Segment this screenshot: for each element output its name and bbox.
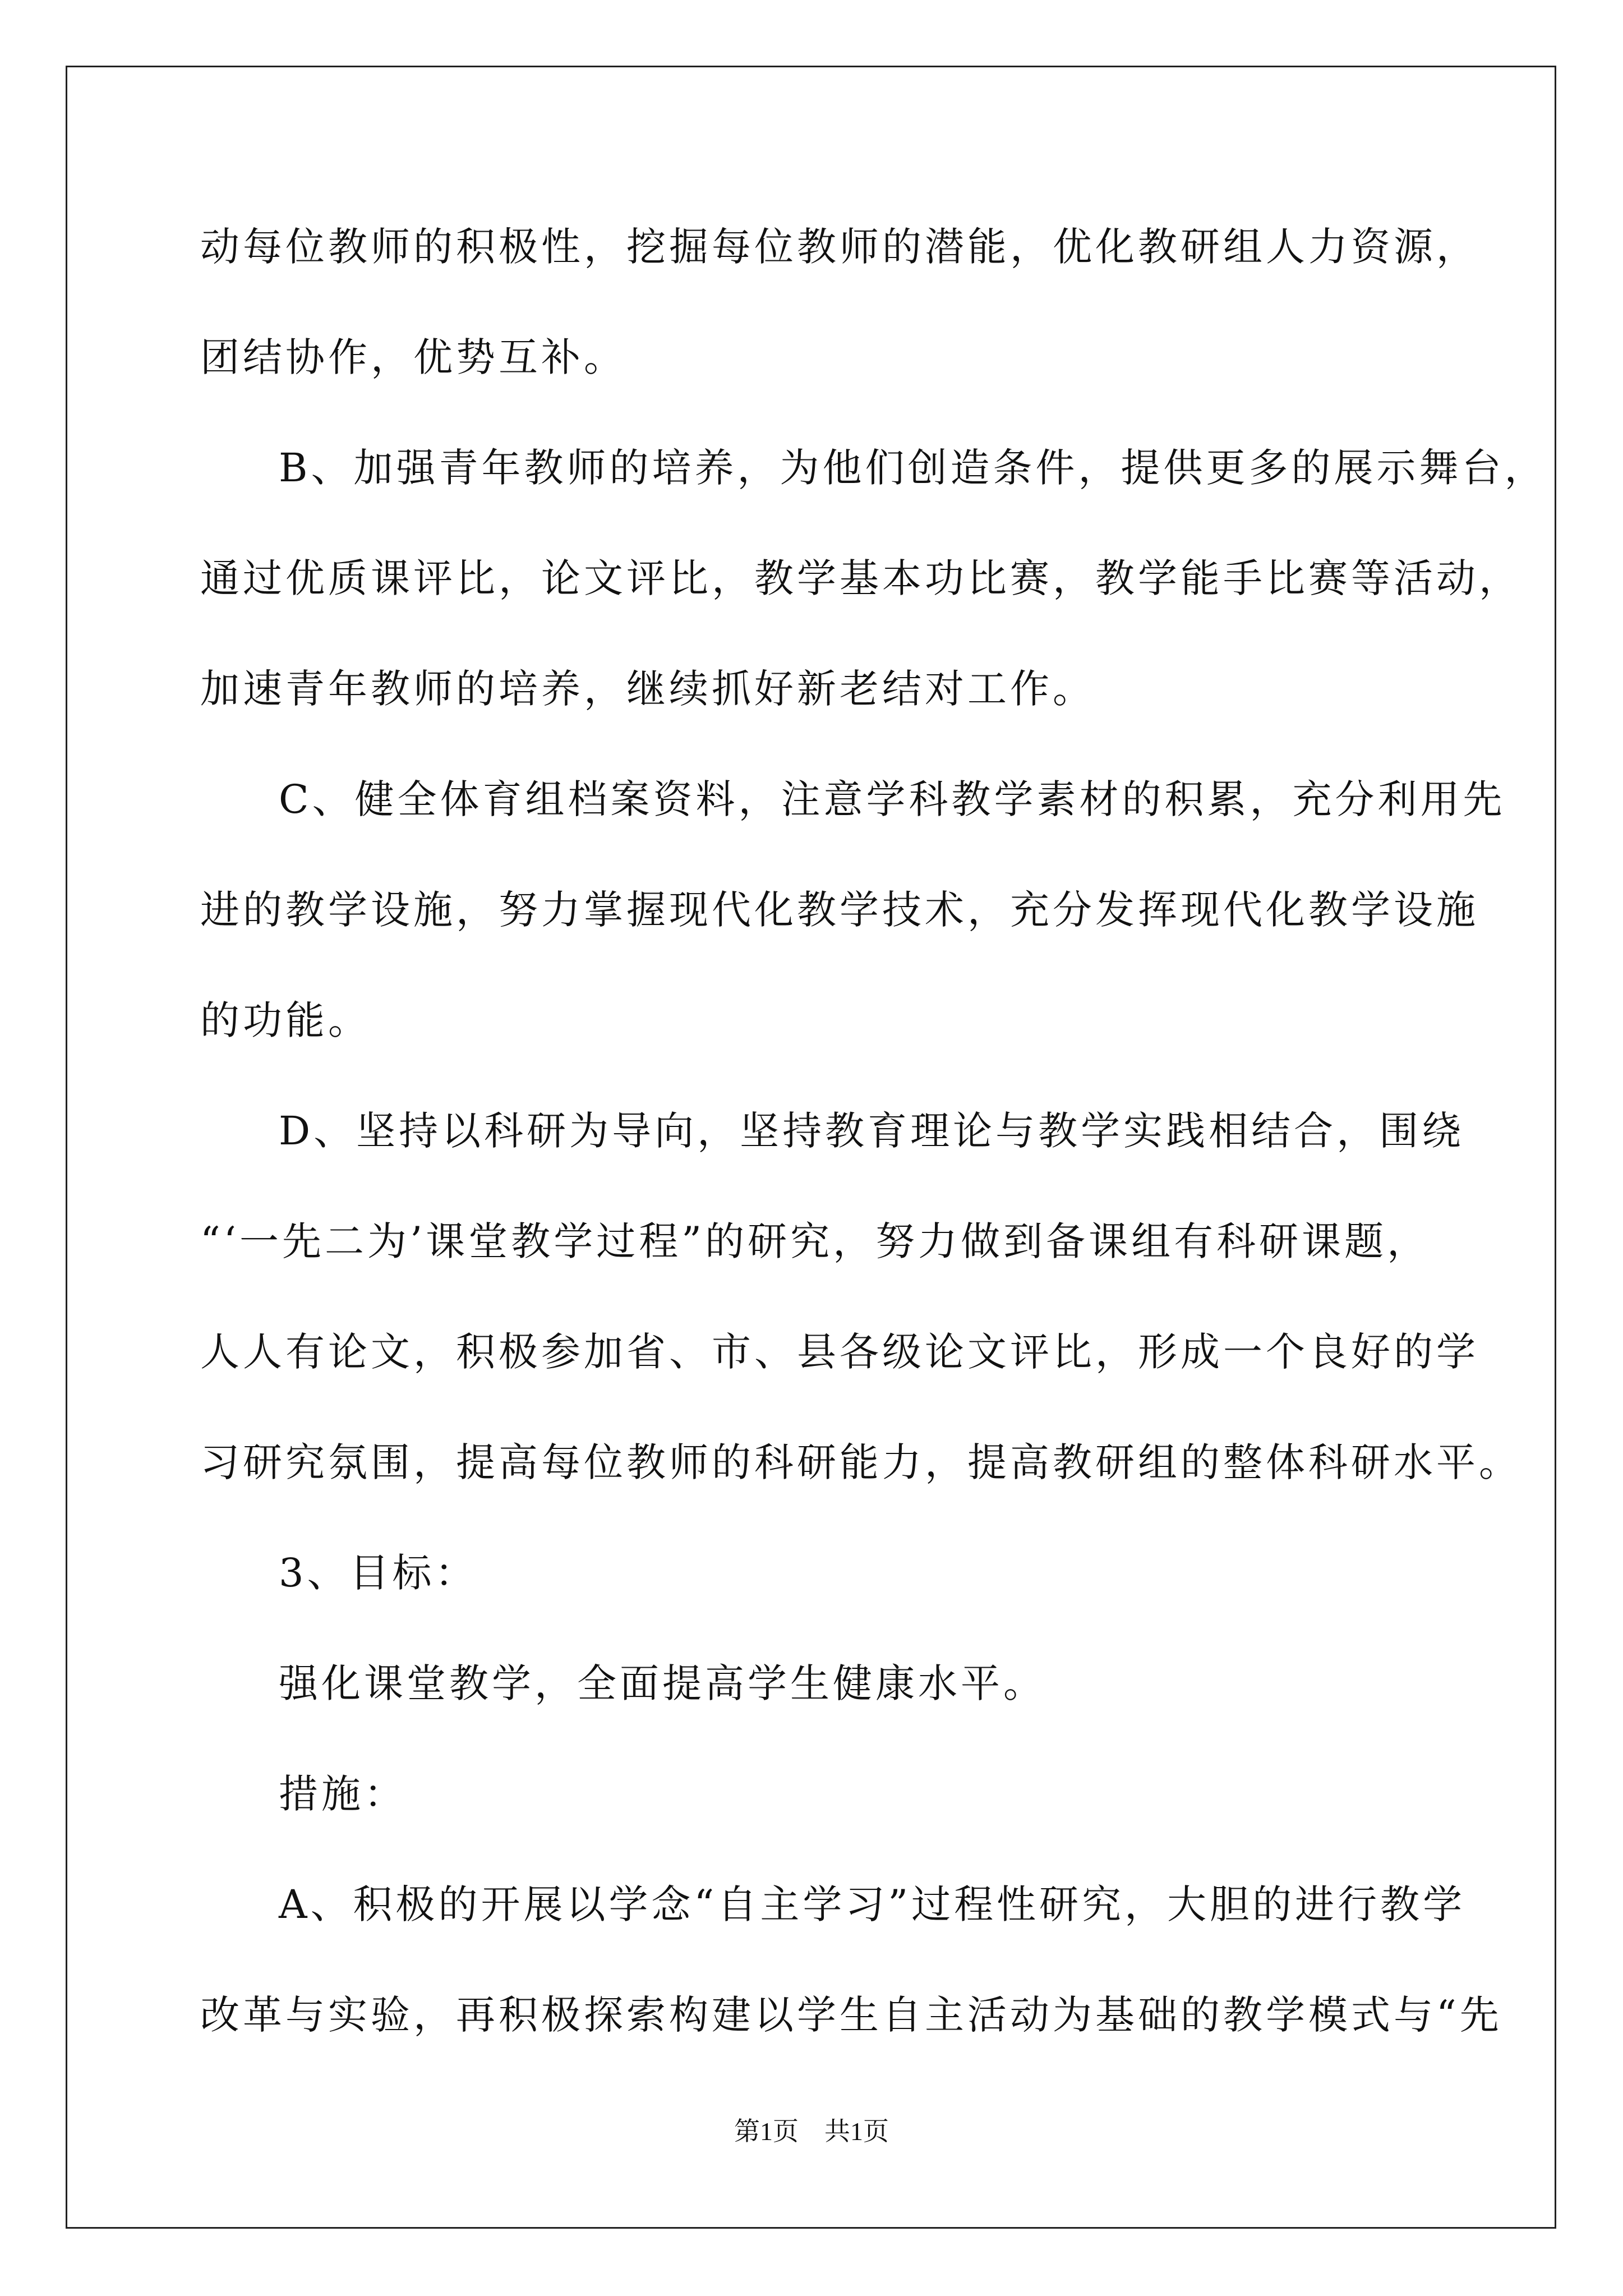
body-line-3: B、加强青年教师的培养，为他们创造条件，提供更多的展示舞台，	[279, 445, 1547, 491]
body-line-9: D、坚持以科研为导向，坚持教育理论与教学实践相结合，围绕	[279, 1108, 1465, 1154]
page-number-footer: 第1页 共1页	[734, 2117, 889, 2146]
body-line-14: 强化课堂教学，全面提高学生健康水平。	[279, 1660, 1046, 1706]
body-line-2: 团结协作，优势互补。	[200, 334, 626, 380]
body-line-5: 加速青年教师的培养，继续抓好新老结对工作。	[200, 666, 1095, 712]
body-line-8: 的功能。	[200, 997, 371, 1043]
body-line-10: “‘一先二为’课堂教学过程”的研究，努力做到备课组有科研课题，	[200, 1218, 1430, 1264]
body-line-12: 习研究氛围，提高每位教师的科研能力，提高教研组的整体科研水平。	[200, 1439, 1521, 1485]
body-line-1: 动每位教师的积极性，挖掘每位教师的潜能，优化教研组人力资源，	[200, 224, 1479, 270]
body-line-16: A、积极的开展以学念“自主学习”过程性研究，大胆的进行教学	[279, 1881, 1466, 1927]
body-line-7: 进的教学设施，努力掌握现代化教学技术，充分发挥现代化教学设施	[200, 887, 1479, 933]
body-line-11: 人人有论文，积极参加省、市、县各级论文评比，形成一个良好的学	[200, 1329, 1479, 1375]
body-line-17: 改革与实验，再积极探索构建以学生自主活动为基础的教学模式与“先	[200, 1992, 1502, 2038]
body-line-4: 通过优质课评比，论文评比，教学基本功比赛，教学能手比赛等活动，	[200, 555, 1521, 601]
body-line-6: C、健全体育组档案资料，注意学科教学素材的积累，充分利用先	[279, 776, 1506, 822]
section-heading-measures: 措施：	[279, 1771, 407, 1817]
section-heading-goal: 3、目标：	[279, 1550, 478, 1596]
